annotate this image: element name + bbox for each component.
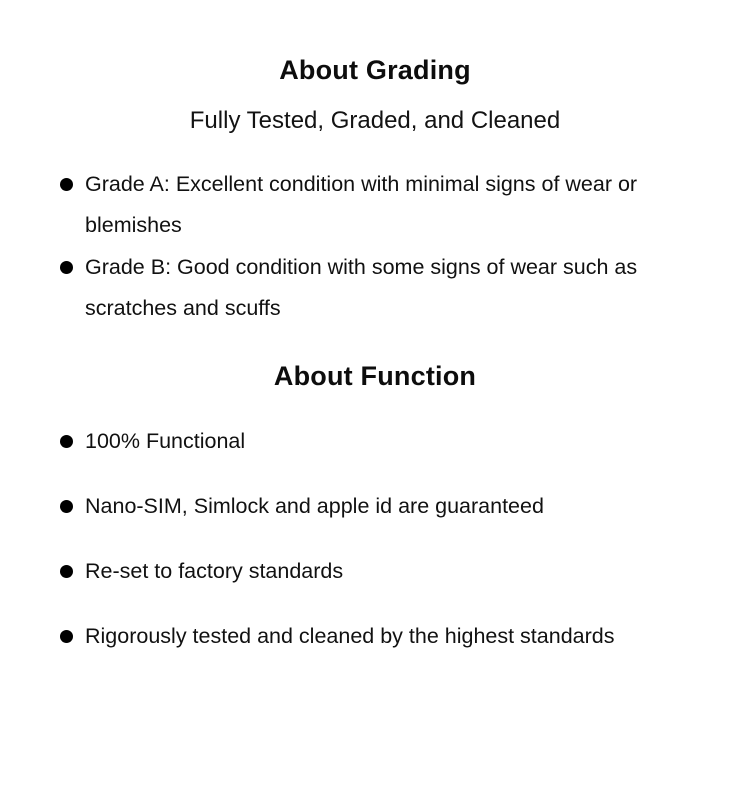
list-item bbox=[60, 421, 615, 462]
document-page bbox=[0, 55, 750, 805]
function-bullet-list bbox=[0, 421, 750, 657]
list-item-label: Grade A: Excellent condition with minimal signs of wear or blemishes bbox=[85, 172, 638, 237]
list-item-label: Nano-SIM, Simlock and apple id are guaranteed bbox=[85, 494, 544, 518]
grading-subtitle: Fully Tested, Graded, and Cleaned bbox=[189, 107, 561, 134]
list-item bbox=[60, 164, 640, 246]
bullet-dot-icon bbox=[60, 500, 73, 513]
list-item-label: Grade B: Good condition with some signs of wear such as scratches and scuffs bbox=[85, 255, 638, 320]
list-item-label: Re-set to factory standards bbox=[85, 559, 344, 583]
bullet-dot-icon bbox=[60, 630, 73, 643]
bullet-dot-icon bbox=[60, 178, 73, 191]
list-item bbox=[60, 247, 640, 329]
list-item-label: Rigorously tested and cleaned by the highest standards bbox=[85, 624, 615, 648]
bullet-dot-icon bbox=[60, 261, 73, 274]
list-item bbox=[60, 616, 615, 657]
bullet-dot-icon bbox=[60, 565, 73, 578]
list-item-label: 100% Functional bbox=[85, 429, 246, 453]
grading-bullet-list bbox=[0, 164, 750, 329]
about-function-heading: About Function bbox=[273, 361, 477, 391]
bullet-dot-icon bbox=[60, 435, 73, 448]
list-item bbox=[60, 551, 615, 592]
about-grading-heading: About Grading bbox=[279, 55, 471, 85]
list-item bbox=[60, 486, 615, 527]
